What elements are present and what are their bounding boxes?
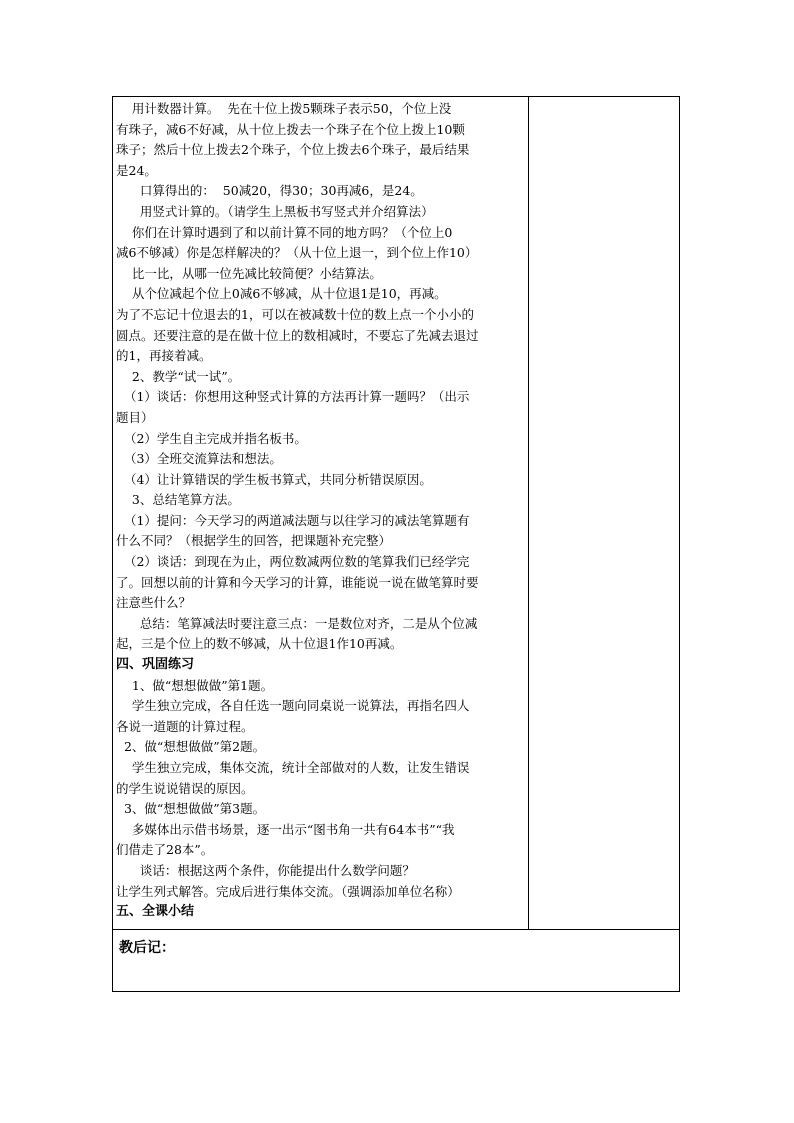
text-line: 减6不够减）你是怎样解决的？（从十位上退一，到个位上作10） — [116, 245, 478, 261]
text-line: 的1，再接着减。 — [116, 348, 212, 364]
post-lesson-notes-label: 教后记： — [119, 940, 175, 956]
text-line: 什么不同？（根据学生的回答，把课题补充完整） — [116, 533, 392, 549]
section-heading: 四、巩固练习 — [116, 657, 195, 673]
text-line: 从个位减起个位上0减6不够减，从十位退1是10，再减。 — [116, 286, 447, 302]
text-line: 3、做“想想做做”第3题。 — [116, 801, 266, 817]
text-line: 题目） — [116, 409, 154, 425]
text-line: 用竖式计算的。（请学生上黑板书写竖式并介绍算法） — [116, 203, 434, 219]
text-line: 2、做“想想做做”第2题。 — [116, 739, 266, 755]
text-line: 口算得出的： 50减20，得30；30再减6，是24。 — [116, 183, 423, 199]
text-line: 为了不忘记十位退去的1，可以在被减数十位的数上点一个小小的 — [116, 306, 474, 322]
column-divider — [528, 97, 529, 929]
text-line: 让学生列式解答。完成后进行集体交流。（强调添加单位名称） — [116, 883, 460, 899]
text-line: 你们在计算时遇到了和以前计算不同的地方吗？（个位上0 — [116, 224, 453, 240]
text-line: 了。回想以前的计算和今天学习的计算，谁能说一说在做笔算时要 — [116, 574, 479, 590]
text-line: 注意些什么？ — [116, 595, 192, 611]
text-line: （3）全班交流算法和想法。 — [116, 451, 282, 467]
text-line: 比一比，从哪一位先减比较简便？小结算法。 — [116, 265, 382, 281]
section-heading: 五、全课小结 — [116, 904, 195, 920]
row-divider — [113, 929, 679, 930]
text-line: 圆点。还要注意的是在做十位上的数相减时，不要忘了先减去退过 — [116, 327, 479, 343]
text-line: （1）提问：今天学习的两道减法题与以往学习的减法笔算题有 — [116, 512, 470, 528]
text-line: 有珠子，减6不好减，从十位上拨去一个珠子在个位上拨上10颗 — [116, 121, 465, 137]
text-line: （1）谈话：你想用这种竖式计算的方法再计算一题吗？（出示 — [116, 389, 470, 405]
text-line: （2）学生自主完成并指名板书。 — [116, 430, 307, 446]
lesson-content-cell — [116, 99, 526, 923]
text-line: 谈话：根据这两个条件，你能提出什么数学问题？ — [116, 862, 415, 878]
text-line: 2、教学“试一试”。 — [116, 368, 241, 384]
text-line: 起，三是个位上的数不够减，从十位退1作10再减。 — [116, 636, 403, 652]
text-line: （2）谈话：到现在为止，两位数减两位数的笔算我们已经学完 — [116, 554, 470, 570]
text-line: 1、做“想想做做”第1题。 — [116, 677, 274, 693]
text-line: 珠子；然后十位上拨去2个珠子，个位上拨去6个珠子，最后结果 — [116, 142, 470, 158]
text-line: 各说一道题的计算过程。 — [116, 718, 254, 734]
text-line: 们借走了28本”。 — [116, 842, 214, 858]
text-line: 多媒体出示借书场景，逐一出示“图书角一共有64本书”“我 — [116, 821, 455, 837]
text-line: （4）让计算错误的学生板书算式，共同分析错误原因。 — [116, 471, 432, 487]
text-line: 是24。 — [116, 162, 157, 178]
text-line: 用计数器计算。 先在十位上拨5颗珠子表示50，个位上没 — [116, 101, 452, 116]
text-line: 学生独立完成，各自任选一题向同桌说一说算法，再指名四人 — [116, 698, 470, 714]
text-line: 3、总结笔算方法。 — [116, 492, 240, 508]
text-line: 学生独立完成，集体交流，统计全部做对的人数，让发生错误 — [116, 760, 470, 775]
lesson-plan-table — [112, 96, 680, 992]
text-line: 的学生说说错误的原因。 — [116, 780, 254, 796]
text-line: 总结：笔算减法时要注意三点：一是数位对齐，二是从个位减 — [116, 615, 478, 631]
